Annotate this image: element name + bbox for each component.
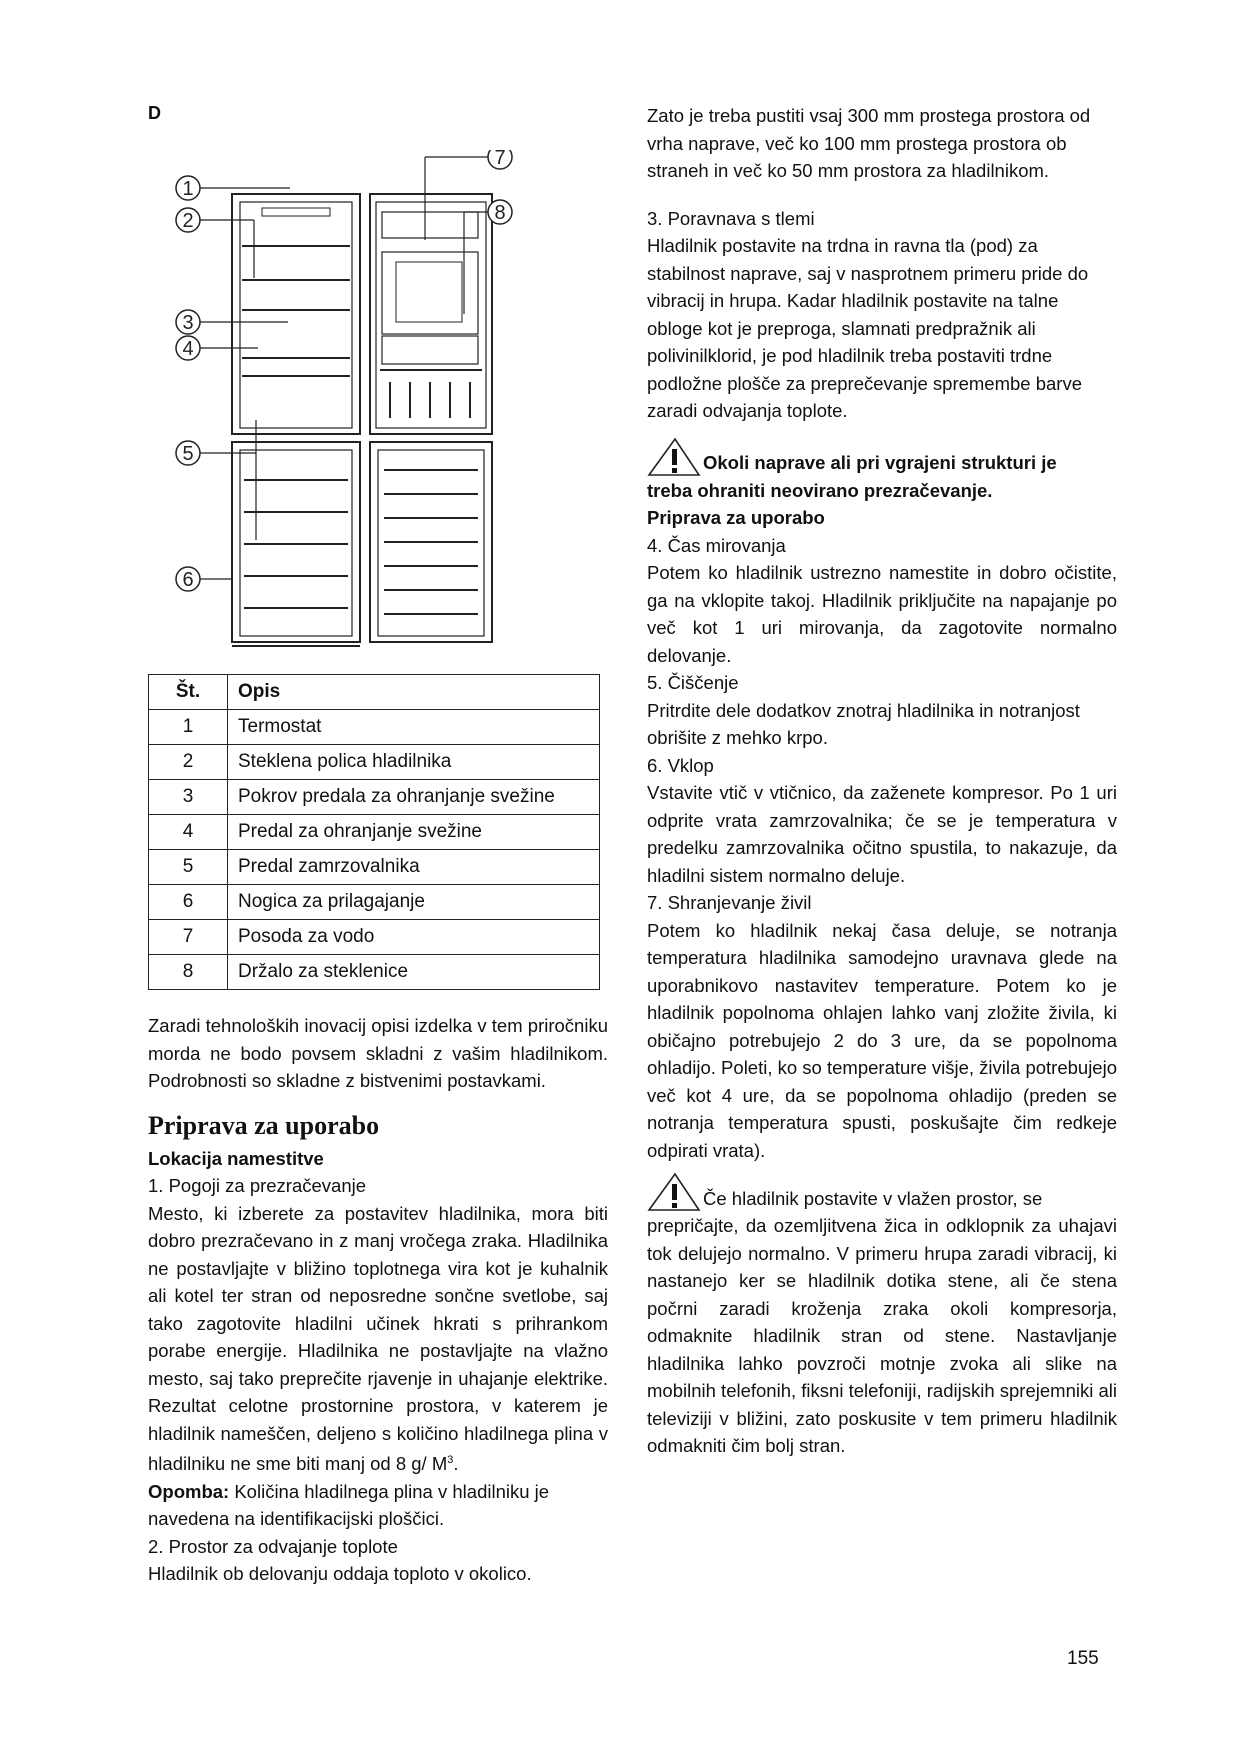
callout-7-label: 7 <box>494 150 506 169</box>
item-1-text-end: . <box>453 1453 459 1475</box>
note-paragraph <box>148 1478 608 1533</box>
row-number: 6 <box>149 885 228 920</box>
prep-heading: Priprava za uporabo <box>647 507 825 528</box>
section-heading: Priprava za uporabo <box>148 1110 380 1140</box>
callout-8-label: 8 <box>494 202 506 224</box>
row-description: Steklena polica hladilnika <box>228 745 600 780</box>
refrigerator-diagram <box>170 150 590 670</box>
item-5-text: Pritrdite dele dodatkov znotraj hladilnika in notranjost obrišite z mehko krpo. <box>647 699 1080 748</box>
warning-2-text: prepričajte, da ozemljitvena žica in odklopnik za uhajavi tok delujejo normalno. V primeru hrupa zaradi vibracij, ki nastanejo ker se hladilnik dotika stene, ali če stena počrni zaradi kroženja zraka okoli kompresorja, odmaknite hladilnik stran od stene. Nastavljanje hladilnika lahko povzroči motnje zvoka ali slike na mobilnih telefonih, fiksni telefoniji, radijskih sprejemniki ali televiziji v bližini, zato poskusite v tem primeru hladilnik odmakniti čim bolj stran. <box>647 1215 1117 1456</box>
item-1-text-main: Mesto, ki izberete za postavitev hladilnika, mora biti dobro prezračevano in z manj vročega zraka. Hladilnika ne postavljajte v bližino toplotnega vira kot je kuhalnik ali kotel ter stran od neposredne sončne svetlobe, saj tako zagotovite hladilni učinek hkrati s prihrankom porabe energije. Hladilnika ne postavljajte na vlažno mesto, saj tako preprečite rjavenje in uhajanje elektrike. Rezultat celotne prostornine prostora, v katerem je hladilnik nameščen, deljeno s količino hladilnega plina v hladilniku ne sme biti manj od 8 g/ M <box>148 1202 608 1475</box>
row-number: 1 <box>149 710 228 745</box>
note-label: Opomba: <box>148 1480 230 1502</box>
superscript: 3 <box>447 1454 454 1466</box>
item-5-title: 5. Čiščenje <box>647 672 739 693</box>
table-row <box>149 955 600 990</box>
table-row <box>149 920 600 955</box>
warning-triangle-icon <box>647 1172 701 1212</box>
warning-2 <box>647 1172 1117 1212</box>
table-header-row <box>149 675 600 710</box>
row-number: 4 <box>149 815 228 850</box>
page-number: 155 <box>1067 1648 1099 1669</box>
item-3-text: Hladilnik postavite na trdna in ravna tla (pod) za stabilnost naprave, saj v nasprotnem primeru pride do vibracij in hrupa. Kadar hladilnik postavite na talne obloge kot je preproga, slamnati predpražnik ali polivinilklorid, je pod hladilnik treba postaviti trdne podložne plošče za preprečevanje spremembe barve zaradi odvajanja toplote. <box>647 235 1089 421</box>
table-row <box>149 710 600 745</box>
item-1-title: 1. Pogoji za prezračevanje <box>148 1175 367 1196</box>
table-row <box>149 780 600 815</box>
item-2-title: 2. Prostor za odvajanje toplote <box>148 1535 398 1557</box>
row-description: Predal za ohranjanje svežine <box>228 815 600 850</box>
row-description: Držalo za steklenice <box>228 955 600 990</box>
right-column <box>647 102 1117 1460</box>
table-row <box>149 745 600 780</box>
table-row <box>149 815 600 850</box>
item-2-text: Hladilnik ob delovanju oddaja toploto v okolico. <box>148 1563 532 1585</box>
item-7-text: Potem ko hladilnik nekaj časa deluje, se notranja temperatura hladilnika samodejno uravnava glede na uporabnikovo nastavitev temperature. Potem ko je hladilnik popolnoma ohlajen lahko vanj zložite živila, ki običajno potrebujejo 2 do 3 ure, da se popolnoma ohladijo. Poleti, ko so temperature višje, živila potrebujejo več kot 4 ure, da se popolnoma ohladijo (preden se notranja temperatura spusti, poskušajte čim redkeje odpirati vrata). <box>647 919 1117 1161</box>
item-1-text <box>148 1200 608 1478</box>
callout-6-label: 6 <box>182 569 194 591</box>
row-number: 2 <box>149 745 228 780</box>
subheading-text: Lokacija namestitve <box>148 1147 324 1169</box>
item-4-text: Potem ko hladilnik ustrezno namestite in dobro očistite, ga na vklopite takoj. Hladilnik priključite na napajanje po več kot 1 uri mirovanja, da zagotovite normalno delovanje. <box>647 562 1117 666</box>
item-7-title: 7. Shranjevanje živil <box>647 892 812 913</box>
row-description: Predal zamrzovalnika <box>228 850 600 885</box>
header-number: Št. <box>149 675 228 710</box>
product-note: Zaradi tehnoloških inovacij opisi izdelka v tem priročniku morda ne bodo povsem skladni z vašim hladilnikom. Podrobnosti so skladne z bistvenimi postavkami. <box>148 1015 608 1091</box>
row-number: 3 <box>149 780 228 815</box>
warning-1 <box>647 437 1117 477</box>
row-number: 5 <box>149 850 228 885</box>
item-6-title: 6. Vklop <box>647 754 714 776</box>
table-row <box>149 885 600 920</box>
parts-table <box>148 674 600 990</box>
warning-triangle-icon <box>647 437 701 477</box>
callout-1-label: 1 <box>182 178 194 200</box>
section-marker: D <box>148 103 161 123</box>
row-description: Termostat <box>228 710 600 745</box>
item-4-title: 4. Čas mirovanja <box>647 534 786 556</box>
note-text: Količina hladilnega plina v hladilniku je navedena na identifikacijski ploščici. <box>148 1480 550 1530</box>
row-description: Nogica za prilagajanje <box>228 885 600 920</box>
callout-3-label: 3 <box>182 312 194 334</box>
row-number: 7 <box>149 920 228 955</box>
warning-2-first-line: Če hladilnik postavite v vlažen prostor, se <box>703 1187 1043 1209</box>
subheading <box>148 1145 608 1173</box>
table-row <box>149 850 600 885</box>
callout-4-label: 4 <box>182 338 194 360</box>
header-description: Opis <box>228 675 600 710</box>
warning-1-rest: treba ohraniti neovirano prezračevanje. <box>647 479 993 501</box>
item-6-text: Vstavite vtič v vtičnico, da zaženete kompresor. Po 1 uri odprite vrata zamrzovalnika; če se je temperatura v predelku zamrzovalnika očitno spustila, to nakazuje, da hladilni sistem normalno deluje. <box>647 782 1117 886</box>
callout-5-label: 5 <box>182 443 194 465</box>
row-number: 8 <box>149 955 228 990</box>
row-description: Pokrov predala za ohranjanje svežine <box>228 780 600 815</box>
row-description: Posoda za vodo <box>228 920 600 955</box>
warning-1-first-line: Okoli naprave ali pri vgrajeni strukturi je <box>703 452 1057 473</box>
clearance-text: Zato je treba pustiti vsaj 300 mm prostega prostora od vrha naprave, več ko 100 mm prostega prostora ob straneh in več ko 50 mm prostora za hladilnikom. <box>647 105 1091 181</box>
item-3-title: 3. Poravnava s tlemi <box>647 207 815 229</box>
left-column <box>148 1012 608 1588</box>
callout-2-label: 2 <box>182 210 194 232</box>
